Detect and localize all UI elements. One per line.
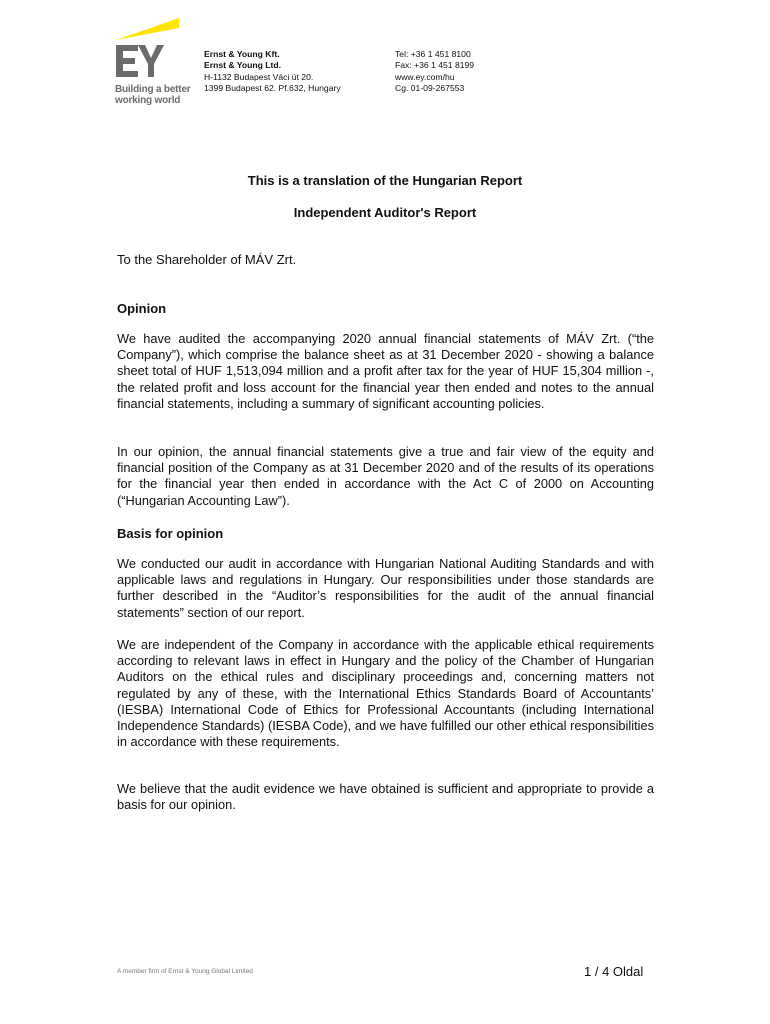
- company-name-hu: Ernst & Young Kft.: [204, 49, 280, 59]
- basis-paragraph: We are independent of the Company in accordance with the applicable ethical requirements according to relevant laws in effect in Hungary and the policy of the Chamber of Hungarian Auditors on the ethical rules and disciplinary proceedings and, concerning matters not regulated by any of these, with the International Ethics Standards Board of Accountants’ (IESBA) International Code of Ethics for Professional Accountants (including International Independence Standards) (IESBA Code), and we have fulfilled our other ethical responsibilities in accordance with these requirements.: [117, 637, 654, 750]
- section-heading-opinion: Opinion: [117, 301, 167, 316]
- address-line: H-1132 Budapest Váci út 20.: [204, 71, 314, 82]
- salutation: To the Shareholder of MÁV Zrt.: [117, 252, 297, 267]
- basis-paragraph: We conducted our audit in accordance with Hungarian National Auditing Standards and with applicable laws and regulations in Hungary. Our responsibilities under those standards are further described in the “Auditor’s responsibilities for the audit of the annual financial statements” section of our report.: [117, 556, 654, 620]
- company-name-en: Ernst & Young Ltd.: [204, 60, 282, 71]
- footer-note: A member firm of Ernst & Young Global Limited: [117, 968, 253, 975]
- report-title: Independent Auditor's Report: [293, 205, 477, 220]
- section-heading-basis: Basis for opinion: [117, 526, 224, 541]
- translation-note: This is a translation of the Hungarian Report: [247, 173, 523, 188]
- ey-tagline: Building a better working world: [115, 84, 191, 106]
- opinion-paragraph: In our opinion, the annual financial statements give a true and fair view of the equity and financial position of the Company as at 31 December 2020 and of the results of its operations for the financial year then ended in accordance with the Act C of 2000 on Accounting (“Hungarian Accounting Law”).: [117, 444, 654, 508]
- postal-address-line: 1399 Budapest 62. Pf.632, Hungary: [204, 83, 341, 94]
- phone: Tel: +36 1 451 8100: [395, 49, 471, 59]
- page-number: 1 / 4 Oldal: [584, 964, 644, 979]
- fax: Fax: +36 1 451 8199: [395, 60, 475, 71]
- company-registration: Cg. 01-09-267553: [395, 83, 465, 94]
- company-address: [204, 49, 341, 95]
- ey-yellow-beam: [116, 18, 179, 40]
- ey-logo: [113, 18, 195, 108]
- website: www.ey.com/hu: [395, 71, 455, 82]
- basis-paragraph: We believe that the audit evidence we have obtained is sufficient and appropriate to provide a basis for our opinion.: [117, 781, 654, 813]
- company-contact: [395, 49, 474, 95]
- opinion-paragraph: We have audited the accompanying 2020 annual financial statements of MÁV Zrt. (“the Company”), which comprise the balance sheet as at 31 December 2020 - showing a balance sheet total of HUF 1,513,094 million and a profit after tax for the year of HUF 15,304 million -, the related profit and loss account for the financial year then ended and notes to the annual financial statements, including a summary of significant accounting policies.: [117, 331, 654, 411]
- ey-logo-mark: [113, 18, 195, 82]
